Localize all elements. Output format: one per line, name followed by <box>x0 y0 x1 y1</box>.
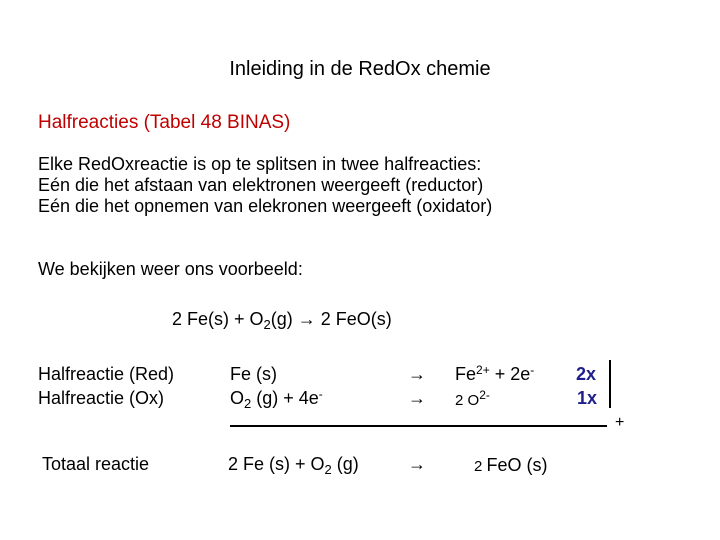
intro-line-1: Elke RedOxreactie is op te splitsen in twee halfreacties: <box>38 154 482 174</box>
total-product <box>474 455 548 477</box>
total-reactant-b: (g) <box>331 454 359 474</box>
red-arrow-icon: → <box>408 364 426 384</box>
ox-reactant-sup: - <box>318 387 323 401</box>
example-left-a: 2 Fe(s) + O <box>172 309 264 329</box>
total-reactant-a: 2 Fe (s) + O <box>228 454 325 474</box>
example-equation <box>172 309 392 330</box>
total-product-a: 2 <box>474 458 487 475</box>
ox-reactant <box>230 388 323 409</box>
red-product-sup: 2+ <box>476 363 490 377</box>
ox-product-sup: 2- <box>479 388 490 402</box>
total-arrow-icon: → <box>408 454 426 474</box>
page-title: Inleiding in de RedOx chemie <box>229 58 491 80</box>
ox-reactant-b: (g) + 4e <box>251 388 319 408</box>
example-left-b: (g) <box>270 309 293 329</box>
example-arrow-icon: → <box>297 309 316 329</box>
red-product-a: Fe <box>455 364 477 384</box>
example-right: 2 FeO(s) <box>315 309 392 329</box>
ox-product-a: 2 O <box>455 392 480 409</box>
ox-factor: 1x <box>577 388 598 408</box>
red-product-b: + 2e <box>489 364 531 384</box>
total-reactant <box>228 454 359 475</box>
plus-sign: + <box>615 414 625 431</box>
halfreaction-ox-label: Halfreactie (Ox) <box>38 388 165 408</box>
ox-product <box>455 389 490 411</box>
example-left-sub: 2 <box>263 317 271 332</box>
intro-line-2: Eén die het afstaan van elektronen weergeeft (reductor) <box>38 175 484 195</box>
total-product-b: FeO (s) <box>486 455 548 475</box>
ox-arrow-icon: → <box>408 388 426 408</box>
section-heading: Halfreacties (Tabel 48 BINAS) <box>38 112 291 133</box>
factor-divider <box>609 360 611 408</box>
total-reactant-sub: 2 <box>324 462 332 477</box>
ox-reactant-sub: 2 <box>244 396 252 411</box>
red-product <box>455 364 534 385</box>
red-product-sup2: - <box>530 363 535 377</box>
example-intro: We bekijken weer ons voorbeeld: <box>38 259 303 279</box>
total-label: Totaal reactie <box>42 454 150 474</box>
halfreaction-red-label: Halfreactie (Red) <box>38 364 175 384</box>
ox-reactant-a: O <box>230 388 245 408</box>
red-reactant: Fe (s) <box>230 364 277 384</box>
intro-line-3: Eén die het opnemen van elekronen weergeeft (oxidator) <box>38 196 493 216</box>
red-factor: 2x <box>576 364 597 384</box>
sum-line <box>230 425 607 427</box>
